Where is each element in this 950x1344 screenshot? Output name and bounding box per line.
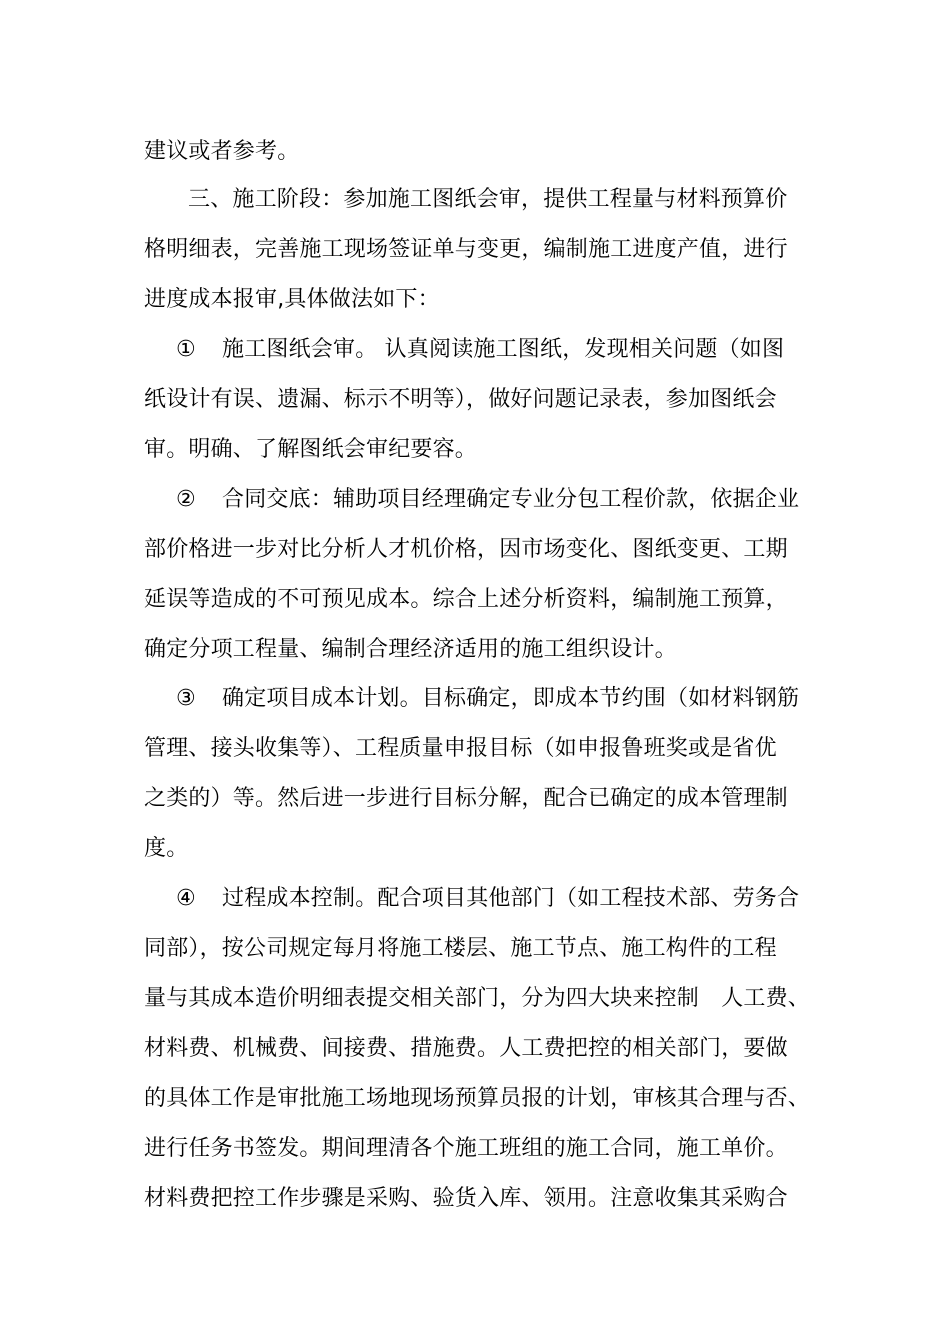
text-line	[144, 934, 824, 964]
text-line	[176, 335, 856, 365]
text-span: 审。明确、了解图纸会审纪要容。	[144, 437, 478, 462]
text-line	[176, 684, 856, 714]
text-span: 的具体工作是审批施工场地现场预算员报的计划，审核其合理与否、	[144, 1086, 811, 1111]
text-line	[144, 734, 824, 764]
text-line	[144, 1034, 824, 1064]
text-line	[176, 884, 856, 914]
list-marker: ①	[176, 337, 196, 362]
text-span: 施工图纸会审。 认真阅读施工图纸，发现相关问题（如图	[222, 337, 785, 362]
text-span: 进行任务书签发。期间理清各个施工班组的施工合同，施工单价。	[144, 1136, 788, 1161]
text-span: 度。	[144, 836, 189, 861]
text-line	[144, 635, 824, 665]
text-line	[144, 784, 824, 814]
text-span: 管理、接头收集等）、工程质量申报目标（如申报鲁班奖或是省优	[144, 736, 777, 761]
text-line	[188, 185, 868, 215]
list-marker: ②	[176, 487, 196, 512]
text-span: 量与其成本造价明细表提交相关部门，分为四大块来控制 人工费、	[144, 986, 811, 1011]
text-line	[144, 585, 824, 615]
text-span: 建议或者参考。	[144, 139, 300, 164]
text-line	[144, 535, 824, 565]
text-line	[144, 285, 824, 315]
text-span: 确定分项工程量、编制合理经济适用的施工组织设计。	[144, 637, 677, 662]
text-line	[144, 834, 824, 864]
text-span: 延误等造成的不可预见成本。综合上述分析资料，编制施工预算，	[144, 587, 788, 612]
text-line	[176, 485, 856, 515]
list-marker: ③	[176, 686, 196, 711]
text-span: 格明细表，完善施工现场签证单与变更，编制施工进度产值，进行	[144, 237, 788, 262]
text-span: 材料费把控工作步骤是采购、验货入库、领用。注意收集其采购合	[144, 1186, 788, 1211]
text-line	[144, 984, 824, 1014]
text-line	[144, 1184, 824, 1214]
text-line	[144, 1134, 824, 1164]
text-line	[144, 235, 824, 265]
text-line	[144, 385, 824, 415]
list-marker: ④	[176, 886, 196, 911]
text-span: 合同交底：辅助项目经理确定专业分包工程价款，依据企业	[222, 487, 800, 512]
text-span: 材料费、机械费、间接费、措施费。人工费把控的相关部门，要做	[144, 1036, 788, 1061]
text-line	[144, 1084, 824, 1114]
text-span: 过程成本控制。配合项目其他部门（如工程技术部、劳务合	[222, 886, 800, 911]
text-span: 进度成本报审,具体做法如下：	[144, 287, 440, 312]
text-span: 纸设计有误、遗漏、标示不明等），做好问题记录表，参加图纸会	[144, 387, 777, 412]
text-span: 确定项目成本计划。目标确定，即成本节约围（如材料钢筋	[222, 686, 800, 711]
text-line	[144, 435, 824, 465]
text-span: 三、施工阶段：参加施工图纸会审，提供工程量与材料预算价	[188, 187, 788, 212]
text-span: 同部），按公司规定每月将施工楼层、施工节点、施工构件的工程	[144, 936, 777, 961]
text-span: 之类的）等。然后进一步进行目标分解，配合已确定的成本管理制	[144, 786, 788, 811]
text-span: 部价格进一步对比分析人才机价格，因市场变化、图纸变更、工期	[144, 537, 788, 562]
text-line	[144, 137, 824, 167]
